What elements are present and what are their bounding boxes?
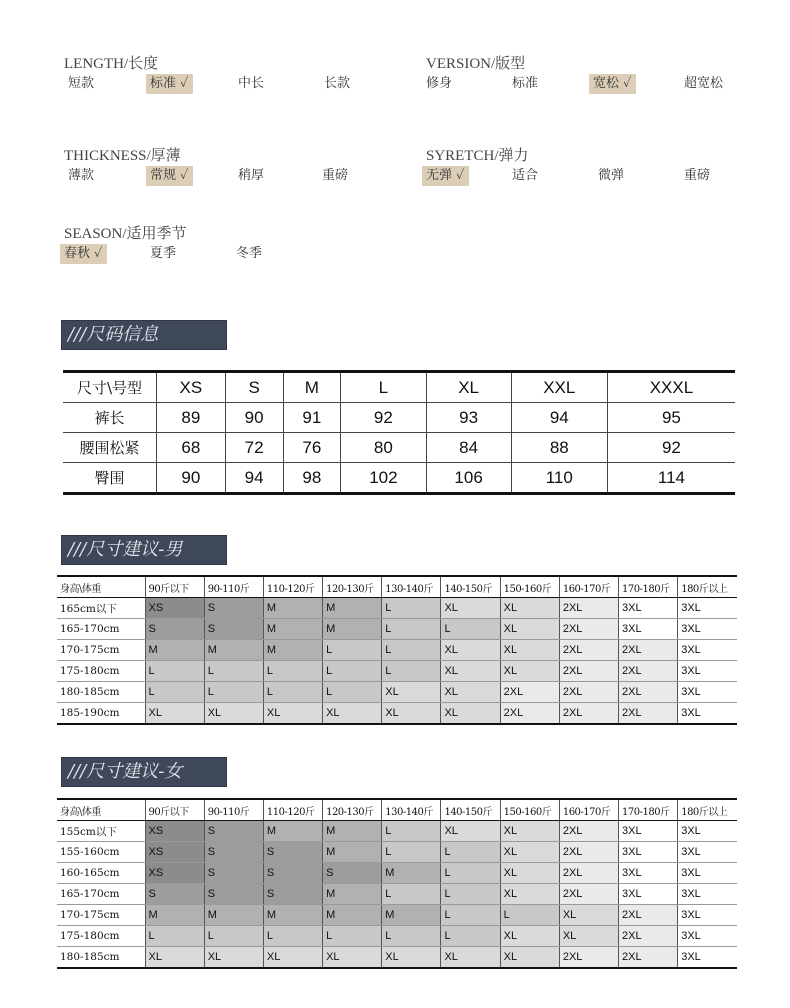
size-cell: 3XL [619, 884, 678, 905]
table-row [57, 703, 737, 725]
size-cell: 3XL [678, 821, 737, 842]
size-cell: XL [500, 926, 559, 947]
size-cell: XL [145, 947, 204, 969]
weight-header: 110-120斤 [263, 576, 322, 598]
cell: 84 [426, 433, 511, 463]
size-m: M [283, 372, 341, 403]
table-row [57, 905, 737, 926]
size-cell: 2XL [559, 619, 618, 640]
cell: 91 [283, 403, 341, 433]
size-cell: XL [382, 703, 441, 725]
size-info-banner: ///尺码信息 [61, 320, 227, 350]
size-cell: XL [204, 703, 263, 725]
option-slightly-thick[interactable]: 稍厚 [238, 168, 265, 183]
size-cell: S [204, 598, 263, 619]
size-cell: 3XL [678, 905, 737, 926]
option-regular-selected[interactable]: 常规 ✓ [146, 166, 193, 186]
size-cell: 2XL [559, 884, 618, 905]
attr-title: SYRETCH/弹力 [426, 148, 529, 164]
cell: 102 [341, 463, 426, 494]
size-cell: L [263, 926, 322, 947]
weight-header: 90-110斤 [204, 799, 263, 821]
size-cell: 2XL [559, 661, 618, 682]
size-cell: XL [500, 821, 559, 842]
attr-version [426, 52, 724, 91]
option-standard-selected[interactable]: 标准 ✓ [146, 74, 193, 94]
size-cell: M [323, 842, 382, 863]
table-row [63, 463, 735, 494]
size-cell: 2XL [559, 598, 618, 619]
size-cell: XL [500, 884, 559, 905]
weight-header: 180斤以上 [678, 576, 737, 598]
size-cell: L [263, 661, 322, 682]
size-cell: S [145, 884, 204, 905]
header-label: 身高\体重 [57, 799, 145, 821]
size-cell: 3XL [678, 640, 737, 661]
size-xxxl: XXXL [607, 372, 735, 403]
cell: 92 [607, 433, 735, 463]
cell: 106 [426, 463, 511, 494]
size-cell: M [323, 905, 382, 926]
height-label: 175-180cm [57, 661, 145, 682]
size-cell: L [441, 842, 500, 863]
size-cell: L [382, 661, 441, 682]
size-cell: 2XL [619, 947, 678, 969]
size-cell: 2XL [619, 926, 678, 947]
size-cell: 2XL [559, 703, 618, 725]
size-s: S [225, 372, 283, 403]
size-cell: S [204, 863, 263, 884]
weight-header: 160-170斤 [559, 799, 618, 821]
cell: 98 [283, 463, 341, 494]
cell: 93 [426, 403, 511, 433]
size-cell: L [145, 682, 204, 703]
size-cell: 2XL [559, 682, 618, 703]
height-label: 165cm以下 [57, 598, 145, 619]
size-cell: S [204, 619, 263, 640]
size-info-table [63, 370, 735, 495]
size-cell: 2XL [559, 640, 618, 661]
size-cell: XL [441, 640, 500, 661]
table-row [57, 598, 737, 619]
weight-header: 150-160斤 [500, 576, 559, 598]
attr-thickness [64, 144, 349, 183]
weight-header: 170-180斤 [619, 799, 678, 821]
cell: 68 [157, 433, 226, 463]
size-xl: XL [426, 372, 511, 403]
table-row [63, 372, 735, 403]
height-label: 180-185cm [57, 682, 145, 703]
size-cell: M [263, 821, 322, 842]
option-standard[interactable]: 标准 [512, 76, 539, 91]
size-l: L [341, 372, 426, 403]
size-cell: 2XL [559, 842, 618, 863]
size-cell: 2XL [619, 661, 678, 682]
size-cell: XL [441, 947, 500, 969]
size-cell: L [382, 821, 441, 842]
header-label: 身高\体重 [57, 576, 145, 598]
size-cell: M [145, 905, 204, 926]
men-size-banner: ///尺寸建议-男 [61, 535, 227, 565]
size-cell: XL [500, 842, 559, 863]
size-cell: XS [145, 598, 204, 619]
size-cell: S [204, 842, 263, 863]
size-cell: XS [145, 821, 204, 842]
option-thin[interactable]: 薄款 [68, 168, 95, 183]
table-row [63, 403, 735, 433]
size-cell: M [382, 863, 441, 884]
women-size-banner: ///尺寸建议-女 [61, 757, 227, 787]
size-cell: L [441, 926, 500, 947]
size-cell: L [263, 682, 322, 703]
attr-stretch [426, 144, 711, 183]
table-row [57, 682, 737, 703]
cell: 76 [283, 433, 341, 463]
size-cell: XL [323, 947, 382, 969]
size-cell: L [382, 884, 441, 905]
option-no-stretch-selected[interactable]: 无弹 ✓ [422, 166, 469, 186]
size-cell: XL [500, 863, 559, 884]
height-label: 165-170cm [57, 619, 145, 640]
size-cell: S [263, 884, 322, 905]
size-cell: 2XL [619, 640, 678, 661]
size-cell: S [145, 619, 204, 640]
cell: 92 [341, 403, 426, 433]
size-cell: L [323, 926, 382, 947]
height-label: 170-175cm [57, 905, 145, 926]
option-long[interactable]: 长款 [324, 76, 351, 91]
size-cell: XL [500, 947, 559, 969]
size-cell: M [323, 598, 382, 619]
size-cell: L [382, 598, 441, 619]
row-label: 裤长 [63, 403, 157, 433]
cell: 89 [157, 403, 226, 433]
size-cell: 2XL [619, 703, 678, 725]
men-size-table [57, 575, 737, 725]
size-cell: 2XL [559, 947, 618, 969]
option-slim[interactable]: 修身 [426, 76, 453, 91]
attr-season [64, 222, 263, 261]
size-cell: 3XL [678, 884, 737, 905]
weight-header: 140-150斤 [441, 799, 500, 821]
size-cell: XL [263, 947, 322, 969]
size-cell: 3XL [619, 619, 678, 640]
height-label: 170-175cm [57, 640, 145, 661]
size-cell: L [382, 640, 441, 661]
size-cell: L [382, 619, 441, 640]
size-cell: L [323, 640, 382, 661]
size-cell: 3XL [678, 947, 737, 969]
weight-header: 170-180斤 [619, 576, 678, 598]
size-cell: XL [145, 703, 204, 725]
attr-title: VERSION/版型 [426, 56, 526, 72]
size-cell: S [204, 821, 263, 842]
option-heavy[interactable]: 重磅 [322, 168, 349, 183]
size-cell: XL [382, 947, 441, 969]
size-cell: 2XL [500, 682, 559, 703]
size-cell: XL [263, 703, 322, 725]
size-cell: 3XL [619, 842, 678, 863]
size-cell: L [145, 926, 204, 947]
weight-header: 110-120斤 [263, 799, 322, 821]
option-fit[interactable]: 适合 [512, 168, 539, 183]
size-cell: S [263, 863, 322, 884]
table-row [57, 619, 737, 640]
size-cell: XL [382, 682, 441, 703]
size-cell: XL [441, 682, 500, 703]
size-cell: XL [441, 598, 500, 619]
height-label: 180-185cm [57, 947, 145, 969]
option-heavy[interactable]: 重磅 [684, 168, 711, 183]
size-xxl: XXL [511, 372, 607, 403]
weight-header: 180斤以上 [678, 799, 737, 821]
weight-header: 90-110斤 [204, 576, 263, 598]
size-cell: XL [500, 598, 559, 619]
women-size-table [57, 798, 737, 969]
size-header-label: 尺寸\号型 [63, 372, 157, 403]
size-cell: 2XL [559, 821, 618, 842]
cell: 72 [225, 433, 283, 463]
size-cell: M [204, 640, 263, 661]
size-cell: M [204, 905, 263, 926]
table-row [57, 640, 737, 661]
option-summer[interactable]: 夏季 [150, 246, 177, 261]
size-cell: S [263, 842, 322, 863]
size-cell: 3XL [619, 863, 678, 884]
weight-header: 160-170斤 [559, 576, 618, 598]
size-cell: 3XL [678, 661, 737, 682]
size-cell: 3XL [619, 598, 678, 619]
cell: 114 [657, 467, 685, 487]
size-cell: S [204, 884, 263, 905]
table-header-row [57, 799, 737, 821]
size-cell: M [263, 905, 322, 926]
size-cell: XL [441, 821, 500, 842]
size-cell: L [500, 905, 559, 926]
option-winter[interactable]: 冬季 [236, 246, 263, 261]
size-cell: M [323, 884, 382, 905]
table-row [57, 884, 737, 905]
size-cell: L [204, 682, 263, 703]
size-cell: XL [559, 926, 618, 947]
size-cell: L [323, 661, 382, 682]
height-label: 175-180cm [57, 926, 145, 947]
height-label: 185-190cm [57, 703, 145, 725]
height-label: 155-160cm [57, 842, 145, 863]
size-cell: 3XL [678, 703, 737, 725]
size-cell: 3XL [678, 682, 737, 703]
row-label: 腰围松紧 [63, 433, 157, 463]
cell: 95 [607, 403, 735, 433]
row-label: 臀围 [63, 463, 157, 494]
size-cell: 3XL [678, 842, 737, 863]
size-xs: XS [157, 372, 226, 403]
table-row [57, 863, 737, 884]
size-cell: L [441, 905, 500, 926]
option-loose-selected[interactable]: 宽松 ✓ [589, 74, 636, 94]
size-cell: 3XL [619, 821, 678, 842]
attr-length [64, 52, 351, 91]
size-cell: L [441, 619, 500, 640]
cell: 80 [341, 433, 426, 463]
size-cell: 2XL [559, 863, 618, 884]
size-cell: M [263, 619, 322, 640]
table-row [57, 661, 737, 682]
table-row [57, 842, 737, 863]
weight-header: 90斤以下 [145, 799, 204, 821]
size-cell: L [441, 863, 500, 884]
cell: 90 [157, 463, 226, 494]
table-row [57, 947, 737, 969]
size-cell: S [323, 863, 382, 884]
option-mid-long[interactable]: 中长 [238, 76, 265, 91]
size-cell: 3XL [678, 926, 737, 947]
weight-header: 120-130斤 [323, 799, 382, 821]
option-slight-stretch[interactable]: 微弹 [598, 168, 625, 183]
weight-header: 130-140斤 [382, 576, 441, 598]
height-label: 160-165cm [57, 863, 145, 884]
table-row [57, 926, 737, 947]
size-cell: 2XL [619, 682, 678, 703]
table-row [63, 433, 735, 463]
size-cell: XL [500, 619, 559, 640]
size-cell: XL [500, 661, 559, 682]
size-cell: L [204, 661, 263, 682]
size-cell: XL [441, 703, 500, 725]
attr-title: THICKNESS/厚薄 [64, 148, 181, 164]
size-cell: 2XL [619, 905, 678, 926]
cell: 90 [225, 403, 283, 433]
weight-header: 150-160斤 [500, 799, 559, 821]
size-cell: XL [441, 661, 500, 682]
option-spring-autumn-selected[interactable]: 春秋 ✓ [60, 244, 107, 264]
table-row [57, 821, 737, 842]
size-cell: 3XL [678, 863, 737, 884]
size-cell: M [382, 905, 441, 926]
attr-title: LENGTH/长度 [64, 56, 159, 72]
size-cell: 2XL [500, 703, 559, 725]
weight-header: 130-140斤 [382, 799, 441, 821]
height-label: 155cm以下 [57, 821, 145, 842]
cell: 110 [511, 463, 607, 494]
size-cell: M [263, 598, 322, 619]
size-cell: XL [559, 905, 618, 926]
weight-header: 120-130斤 [323, 576, 382, 598]
size-cell: L [204, 926, 263, 947]
size-cell: XL [323, 703, 382, 725]
size-cell: M [263, 640, 322, 661]
size-cell: L [382, 926, 441, 947]
size-cell: L [145, 661, 204, 682]
size-cell: L [323, 682, 382, 703]
cell: 94 [511, 403, 607, 433]
attr-title: SEASON/适用季节 [64, 226, 187, 242]
option-extra-loose[interactable]: 超宽松 [684, 76, 724, 91]
size-cell: M [323, 619, 382, 640]
size-cell: L [441, 884, 500, 905]
cell: 94 [225, 463, 283, 494]
size-cell: 3XL [678, 598, 737, 619]
size-cell: XS [145, 863, 204, 884]
weight-header: 90斤以下 [145, 576, 204, 598]
size-cell: M [323, 821, 382, 842]
height-label: 165-170cm [57, 884, 145, 905]
table-header-row [57, 576, 737, 598]
size-cell: L [382, 842, 441, 863]
size-cell: 3XL [678, 619, 737, 640]
size-cell: XS [145, 842, 204, 863]
weight-header: 140-150斤 [441, 576, 500, 598]
cell: 88 [511, 433, 607, 463]
size-cell: M [145, 640, 204, 661]
size-cell: XL [204, 947, 263, 969]
size-cell: XL [500, 640, 559, 661]
option-short[interactable]: 短款 [68, 76, 95, 91]
